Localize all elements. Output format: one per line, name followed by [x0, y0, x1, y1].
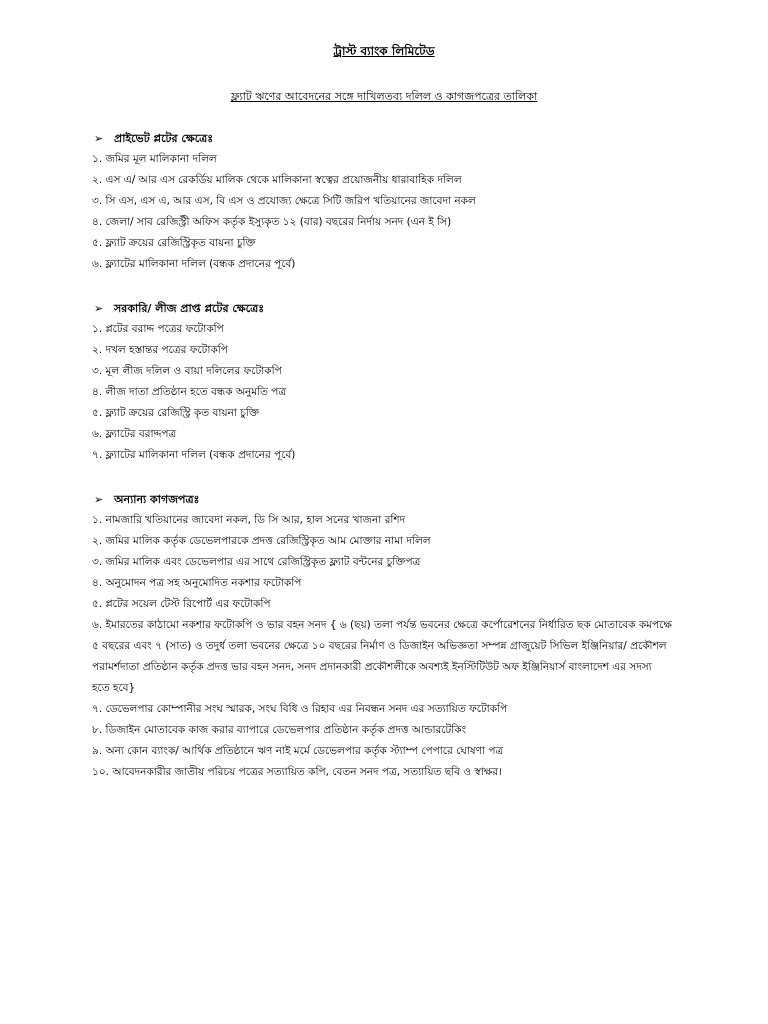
section-heading	[92, 489, 672, 510]
document-list	[92, 510, 672, 783]
list-item: ৯. অন্য কোন ব্যাংক/ আর্থিক প্রতিষ্ঠানে ঋণ নাই মর্মে ডেভেলপার কর্তৃক স্ট্যাম্প পেপারে ঘোষণা পত্র	[92, 745, 504, 757]
section-heading	[92, 128, 672, 149]
list-item: ১. প্লটের বরাদ্দ পত্রের ফটোকপি	[92, 323, 224, 335]
list-item: ৬. ফ্ল্যাটের বরাদ্দপত্র	[92, 428, 177, 440]
list-item: ১. নামজারি খতিয়ানের জাবেদা নকল, ডি সি আর, হাল সনের খাজনা রশিদ	[92, 514, 406, 526]
section-heading-text: অন্যান্য কাগজপত্রঃ	[114, 493, 200, 506]
document-list	[92, 149, 672, 275]
document-title: ট্রাস্ট ব্যাংক লিমিটেড	[333, 44, 435, 58]
section-heading-text: সরকারি/ লীজ প্রাপ্ত প্লটের ক্ষেত্রেঃ	[114, 302, 265, 315]
list-item: ২. জমির মালিক কর্তৃক ডেভেলপারকে প্রদত্ত রেজিস্ট্রিকৃত আম মোক্তার নামা দলিল	[92, 535, 431, 547]
list-item: ৫. ফ্ল্যাট ক্রয়ের রেজিস্ট্রিকৃত বায়না চুক্তি	[92, 237, 256, 249]
list-item: ২. দখল হস্তান্তর পত্রের ফটোকপি	[92, 344, 228, 356]
list-item: ১০. আবেদনকারীর জাতীয় পরিচয় পত্রের সত্যায়িত কপি, বেতন সনদ পত্র, সত্যায়িত ছবি ও স্বাক্ষর।	[92, 766, 502, 778]
list-item: ৭. ফ্ল্যাটের মালিকানা দলিল (বন্ধক প্রদানের পূর্বে)	[92, 449, 296, 461]
list-item: ৩. সি এস, এস এ, আর এস, বি এস ও প্রযোজ্য ক্ষেত্রে সিটি জরিপ খতিয়ানের জাবেদা নকল	[92, 195, 476, 207]
list-item: ৫. ফ্ল্যাট ক্রয়ের রেজিস্ট্রি কৃত বায়না চুক্তি	[92, 407, 260, 419]
list-item: ৪. অনুমোদন পত্র সহ অনুমোদিত নকশার ফটোকপি	[92, 577, 302, 589]
section-other-documents	[92, 489, 672, 783]
section-private-plot	[92, 128, 672, 275]
section-heading	[92, 298, 672, 319]
document-list	[92, 319, 672, 466]
list-item: ৪. লীজ দাতা প্রতিষ্ঠান হতে বন্ধক অনুমতি পত্র	[92, 386, 287, 398]
section-heading-text: প্রাইভেট প্লটের ক্ষেত্রেঃ	[114, 132, 214, 145]
list-item: ৩. মূল লীজ দলিল ও বায়া দলিলের ফটোকপি	[92, 365, 282, 377]
list-item: ২. এস এ/ আর এস রেকর্ডিয় মালিক থেকে মালিকানা স্বত্বের প্রয়োজনীয় ধারাবাহিক দলিল	[92, 174, 462, 186]
list-item: ১. জমির মূল মালিকানা দলিল	[92, 153, 217, 165]
list-item: ৬. ইমারতের কাঠামো নকশার ফটোকপি ও ভার বহন সনদ { ৬ (ছয়) তলা পর্যন্ত ভবনের ক্ষেত্রে কর্পোরেশনের নির্ধারিত ছক মোতাবেক কমপক্ষে ৫ বছরের এবং ৭ (সাত) ও তদুর্ধ তলা ভবনের ক্ষেত্রে ১০ বছরের নির্মাণ ও ডিজাইন অভিজ্ঞতা সম্পন্ন গ্রাজুয়েট সিভিল ইঞ্জিনিয়ার/ প্রকৌশল পরামর্শদাতা প্রতিষ্ঠান কর্তৃক প্রদত্ত ভার বহন সনদ, সনদ প্রদানকারী প্রকৌশলীকে অবশ্যই ইনস্টিটিউট অফ ইঞ্জিনিয়ার্স বাংলাদেশ এর সদস্য হতে হবে}	[92, 619, 672, 694]
list-item: ৩. জমির মালিক এবং ডেভেলপার এর সাথে রেজিস্ট্রিকৃত ফ্ল্যাট বন্টনের চুক্তিপত্র	[92, 556, 421, 568]
list-item: ৪. জেলা/ সাব রেজিস্ট্রী অফিস কর্তৃক ইস্যুকৃত ১২ (বার) বছরের নির্দায় সনদ (এন ই সি)	[92, 216, 452, 228]
document-subtitle: ফ্ল্যাট ঋণের আবেদনের সঙ্গে দাখিলতব্য দলিল ও কাগজপত্রের তালিকা	[230, 90, 538, 103]
list-item: ৬. ফ্ল্যাটের মালিকানা দলিল (বন্ধক প্রদানের পূর্বে)	[92, 258, 296, 270]
list-item: ৭. ডেভেলপার কোম্পানীর সংঘ স্মারক, সংঘ বিধি ও রিহাব এর নিবন্ধন সনদ এর সত্যায়িত ফটোকপি	[92, 703, 508, 715]
list-item: ৫. প্লটের সয়েল টেস্ট রিপোর্ট এর ফটোকপি	[92, 598, 271, 610]
arrow-bullet-icon: ➢	[94, 302, 104, 315]
arrow-bullet-icon: ➢	[94, 132, 104, 145]
list-item: ৮. ডিজাইন মোতাবেক কাজ করার ব্যাপারে ডেভেলপার প্রতিষ্ঠান কর্তৃক প্রদত্ত আন্ডারটেকিং	[92, 724, 467, 736]
section-government-lease-plot	[92, 298, 672, 466]
arrow-bullet-icon: ➢	[94, 493, 104, 506]
